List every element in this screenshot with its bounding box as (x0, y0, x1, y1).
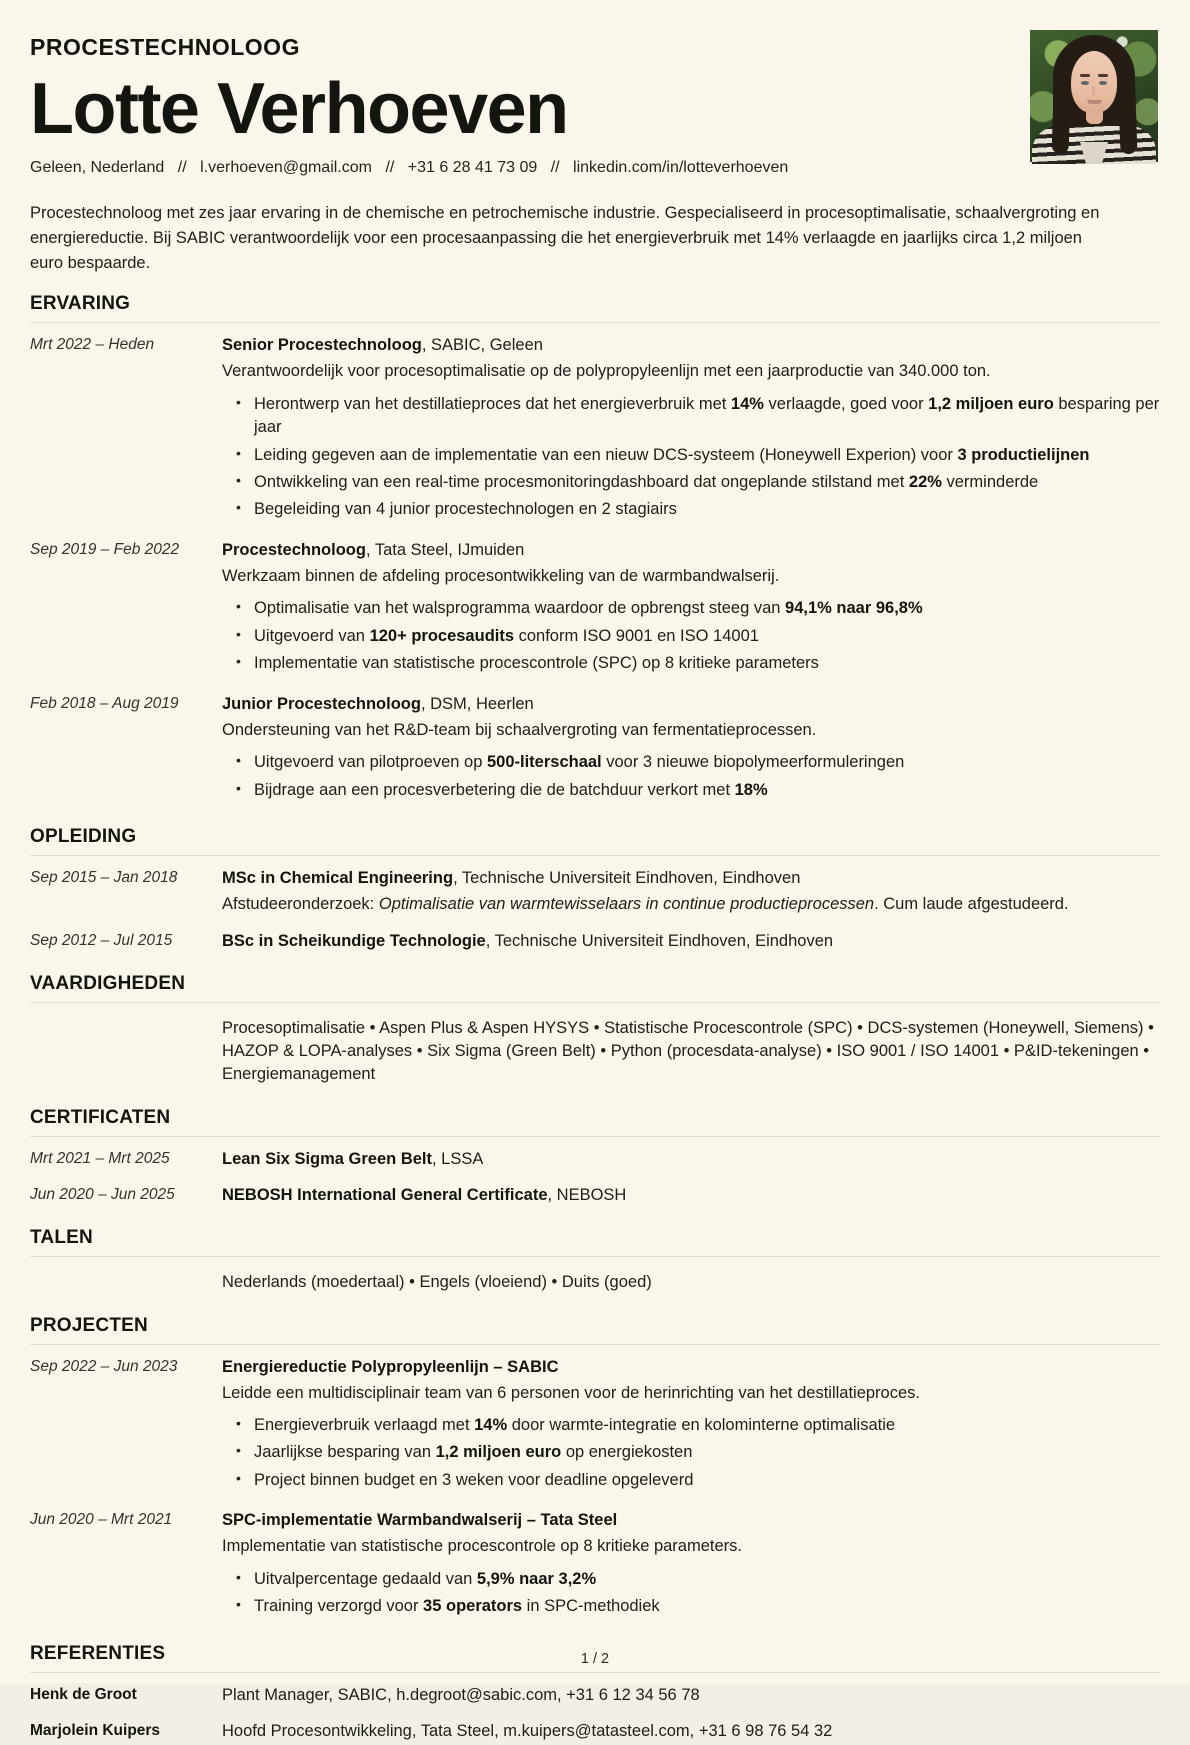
entry-content (222, 1014, 1160, 1087)
entry-date: Sep 2022 – Jun 2023 (30, 1357, 178, 1375)
bullet-item (236, 1414, 1160, 1437)
text: Implementatie van statistische procescontrole op 8 kritieke parameters. (222, 1537, 742, 1556)
section-vaardigheden (30, 973, 1160, 1089)
section-heading: PROJECTEN (30, 1314, 148, 1336)
photo-eye-left (1081, 81, 1089, 85)
contact-separator: // (177, 159, 187, 176)
text: Begeleiding van 4 junior procestechnologen en 2 stagiairs (254, 500, 677, 519)
entry-description (222, 1017, 1160, 1087)
reference-name: Marjolein Kuipers (30, 1721, 161, 1739)
entry-title (222, 867, 1160, 890)
text: besparing per jaar (254, 394, 1160, 437)
bold-text: 5,9% naar 3,2% (476, 1569, 597, 1588)
resume-header (30, 34, 1160, 275)
text: Uitgevoerd van (254, 626, 370, 645)
bullet-item (236, 751, 1160, 774)
entry-row (30, 1498, 1160, 1624)
text: , Technische Universiteit Eindhoven, Eindhoven (453, 869, 801, 888)
entry-date: Mrt 2021 – Mrt 2025 (30, 1149, 170, 1167)
entry-title (222, 693, 1160, 716)
section-ervaring (30, 293, 1160, 808)
contact-separator: // (550, 159, 560, 176)
bold-text: 1,2 miljoen euro (928, 394, 1054, 413)
entry-title (222, 930, 1160, 953)
text: voor 3 nieuwe biopolymeerformuleringen (601, 753, 905, 772)
entry-description (222, 1382, 1160, 1405)
bullet-item (236, 1595, 1160, 1618)
sections (30, 293, 1160, 1745)
bold-text: 22% (908, 473, 942, 492)
entry-row (30, 1673, 1160, 1709)
entry-date (30, 1268, 222, 1294)
entry-title (222, 1509, 1160, 1532)
text: . Cum laude afgestudeerd. (874, 895, 1069, 914)
text: Project binnen budget en 3 weken voor deadline opgeleverd (254, 1470, 694, 1489)
page-number: 1 / 2 (580, 1651, 610, 1667)
entry-row (30, 1137, 1160, 1173)
bullet-item (236, 444, 1160, 467)
text: Nederlands (moedertaal) • Engels (vloeiend) • Duits (goed) (222, 1273, 652, 1292)
section-heading: REFERENTIES (30, 1642, 166, 1664)
profile-photo (1030, 30, 1158, 162)
bold-text: 1,2 miljoen euro (435, 1443, 562, 1462)
contact-line (30, 159, 1160, 177)
entry-content (222, 334, 1160, 526)
entry-row (30, 1257, 1160, 1296)
text: , LSSA (432, 1149, 484, 1168)
bullet-item (236, 597, 1160, 620)
contact-phone[interactable]: +31 6 28 41 73 09 (407, 159, 538, 176)
text: Training verzorgd voor (254, 1597, 424, 1616)
text: Procesoptimalisatie • Aspen Plus & Aspen HYSYS • Statistische Procescontrole (SPC) • DCS-systemen (Honeywell, Siemens) • HAZOP & LOPA-analyses • Six Sigma (Green Belt) • Python (procesdata-analyse) • ISO 9001 / ISO 14001 • P&ID-tekeningen • Energiemanagement (222, 1018, 1154, 1084)
bullet-item (236, 1568, 1160, 1591)
entry-bullets (222, 1414, 1160, 1492)
photo-eye-right (1099, 81, 1107, 85)
page-footer (0, 1651, 1190, 1667)
entry-content (222, 867, 1160, 917)
entry-title (222, 1720, 1160, 1743)
bullet-item (236, 779, 1160, 802)
text: Uitgevoerd van pilotproeven op (254, 753, 487, 772)
section-talen (30, 1227, 1160, 1296)
photo-eyebrow-left (1080, 74, 1090, 77)
bullet-item (236, 393, 1160, 440)
entry-content (222, 1684, 1160, 1707)
text: verminderde (941, 473, 1039, 492)
text: Energieverbruik verlaagd met (254, 1416, 475, 1435)
entry-bullets (222, 751, 1160, 802)
photo-nose (1092, 86, 1095, 95)
section-heading: OPLEIDING (30, 826, 137, 848)
text: Ondersteuning van het R&D-team bij schaalvergroting van fermentatieprocessen. (222, 720, 817, 739)
entry-row (30, 1003, 1160, 1089)
text: Leidde een multidisciplinair team van 6 personen voor de herinrichting van het destillatieproces. (222, 1383, 920, 1402)
entry-content (222, 1720, 1160, 1743)
entry-date: Sep 2019 – Feb 2022 (30, 540, 180, 558)
bullet-item (236, 1469, 1160, 1492)
bold-text: 3 productielijnen (957, 445, 1090, 464)
bold-text: Senior Procestechnoloog (222, 336, 422, 355)
bullet-item (236, 471, 1160, 494)
entry-bullets (222, 393, 1160, 522)
text: , Tata Steel, IJmuiden (365, 540, 525, 559)
bold-text: BSc in Scheikundige Technologie (222, 931, 486, 950)
entry-date (30, 1014, 222, 1087)
text: Verantwoordelijk voor procesoptimalisatie op de polypropyleenlijn met een jaarproductie van 340.000 ton. (222, 362, 991, 381)
section-projecten (30, 1315, 1160, 1625)
entry-content (222, 693, 1160, 806)
entry-title (222, 1356, 1160, 1379)
text: Hoofd Procesontwikkeling, Tata Steel, m.kuipers@tatasteel.com, +31 6 98 76 54 32 (222, 1721, 833, 1740)
entry-content (222, 539, 1160, 680)
profile-summary: Procestechnoloog met zes jaar ervaring in de chemische en petrochemische industrie. Gespecialiseerd in procesoptimalisatie, schaalvergroting en energiereductie. Bij SABIC verantwoordelijk voor een procesaanpassing die het energieverbruik met 14% verlaagde en jaarlijks circa 1,2 miljoen euro bespaarde. (30, 204, 1100, 272)
entry-title (222, 1684, 1160, 1707)
bold-text: Procestechnoloog (222, 540, 366, 559)
entry-row (30, 528, 1160, 682)
section-heading: VAARDIGHEDEN (30, 972, 186, 994)
bold-text: NEBOSH International General Certificate (222, 1185, 548, 1204)
text: Plant Manager, SABIC, h.degroot@sabic.com, +31 6 12 34 56 78 (222, 1685, 700, 1704)
entry-content (222, 1356, 1160, 1497)
entry-row (30, 1173, 1160, 1209)
entry-content (222, 1268, 1160, 1294)
section-heading: ERVARING (30, 293, 131, 315)
contact-separator: // (385, 159, 395, 176)
bold-text: Junior Procestechnoloog (222, 694, 421, 713)
photo-eyebrow-right (1098, 74, 1108, 77)
entry-description (222, 719, 1160, 742)
section-opleiding (30, 826, 1160, 955)
text: verlaagde, goed voor (763, 394, 929, 413)
text: Optimalisatie van het walsprogramma waardoor de opbrengst steeg van (254, 599, 786, 618)
entry-date: Jun 2020 – Jun 2025 (30, 1185, 175, 1203)
entry-date: Sep 2015 – Jan 2018 (30, 869, 178, 887)
entry-row (30, 856, 1160, 919)
italic-text: Optimalisatie van warmtewisselaars in continue productieprocessen (378, 895, 875, 914)
bold-text: 14% (730, 394, 764, 413)
section-heading: TALEN (30, 1227, 93, 1249)
text: in SPC-methodiek (522, 1597, 660, 1616)
text: Bijdrage aan een procesverbetering die de batchduur verkort met (254, 780, 735, 799)
bold-text: Lean Six Sigma Green Belt (222, 1149, 432, 1168)
text: Jaarlijkse besparing van (254, 1443, 436, 1462)
text: Implementatie van statistische procescontrole (SPC) op 8 kritieke parameters (254, 654, 819, 673)
bullet-item (236, 652, 1160, 675)
bold-text: SPC-implementatie Warmbandwalserij – Tata Steel (222, 1511, 618, 1530)
text: Herontwerp van het destillatieproces dat het energieverbruik met (254, 394, 731, 413)
entry-row (30, 323, 1160, 528)
entry-row (30, 1709, 1160, 1745)
bold-text: 35 operators (423, 1597, 523, 1616)
text: door warmte-integratie en kolominterne optimalisatie (507, 1416, 896, 1435)
entry-description (222, 1271, 1160, 1294)
entry-content (222, 1509, 1160, 1622)
reference-name: Henk de Groot (30, 1685, 137, 1703)
text: Werkzaam binnen de afdeling procesontwikkeling van de warmbandwalserij. (222, 566, 780, 585)
contact-linkedin[interactable]: linkedin.com/in/lotteverhoeven (573, 159, 789, 176)
entry-content (222, 930, 1160, 953)
entry-description (222, 893, 1160, 916)
entry-description (222, 1535, 1160, 1558)
bold-text: 14% (474, 1416, 508, 1435)
entry-content (222, 1148, 1160, 1171)
bullet-item (236, 498, 1160, 521)
entry-row (30, 1345, 1160, 1499)
contact-location: Geleen, Nederland (30, 159, 165, 176)
entry-title (222, 539, 1160, 562)
text: Ontwikkeling van een real-time procesmonitoringdashboard dat ongeplande stilstand met (254, 473, 909, 492)
text: conform ISO 9001 en ISO 14001 (514, 626, 759, 645)
entry-description (222, 565, 1160, 588)
text: Uitvalpercentage gedaald van (254, 1569, 477, 1588)
bullet-item (236, 625, 1160, 648)
text: , NEBOSH (547, 1185, 627, 1204)
bold-text: Energiereductie Polypropyleenlijn – SABIC (222, 1357, 559, 1376)
contact-email[interactable]: l.verhoeven@gmail.com (200, 159, 372, 176)
entry-title (222, 1184, 1160, 1207)
text: op energiekosten (561, 1443, 693, 1462)
bold-text: MSc in Chemical Engineering (222, 869, 454, 888)
entry-date: Jun 2020 – Mrt 2021 (30, 1511, 173, 1529)
bold-text: 18% (734, 780, 768, 799)
entry-title (222, 334, 1160, 357)
bullet-item (236, 1441, 1160, 1464)
bold-text: 94,1% naar 96,8% (785, 599, 923, 618)
bold-text: 500-literschaal (486, 753, 602, 772)
photo-hair-lock-left (1052, 68, 1072, 155)
photo-mouth (1087, 100, 1102, 104)
bold-text: 120+ procesaudits (369, 626, 515, 645)
entry-title (222, 1148, 1160, 1171)
photo-hair-lock-right (1118, 68, 1138, 155)
entry-row (30, 682, 1160, 808)
text: , DSM, Heerlen (420, 694, 534, 713)
text: Leiding gegeven aan de implementatie van een nieuw DCS-systeem (Honeywell Experion) voor (254, 445, 958, 464)
section-heading: CERTIFICATEN (30, 1106, 171, 1128)
entry-date: Feb 2018 – Aug 2019 (30, 694, 179, 712)
text: Afstudeeronderzoek: (222, 895, 379, 914)
text: , SABIC, Geleen (421, 336, 543, 355)
entry-bullets (222, 1568, 1160, 1619)
role-label: PROCESTECHNOLOOG (30, 34, 300, 60)
section-certificaten (30, 1107, 1160, 1209)
entry-description (222, 360, 1160, 383)
entry-bullets (222, 597, 1160, 675)
entry-content (222, 1184, 1160, 1207)
page-title: Lotte Verhoeven (30, 69, 568, 149)
entry-date: Mrt 2022 – Heden (30, 336, 155, 354)
entry-row (30, 919, 1160, 955)
text: , Technische Universiteit Eindhoven, Eindhoven (485, 931, 834, 950)
entry-date: Sep 2012 – Jul 2015 (30, 931, 173, 949)
